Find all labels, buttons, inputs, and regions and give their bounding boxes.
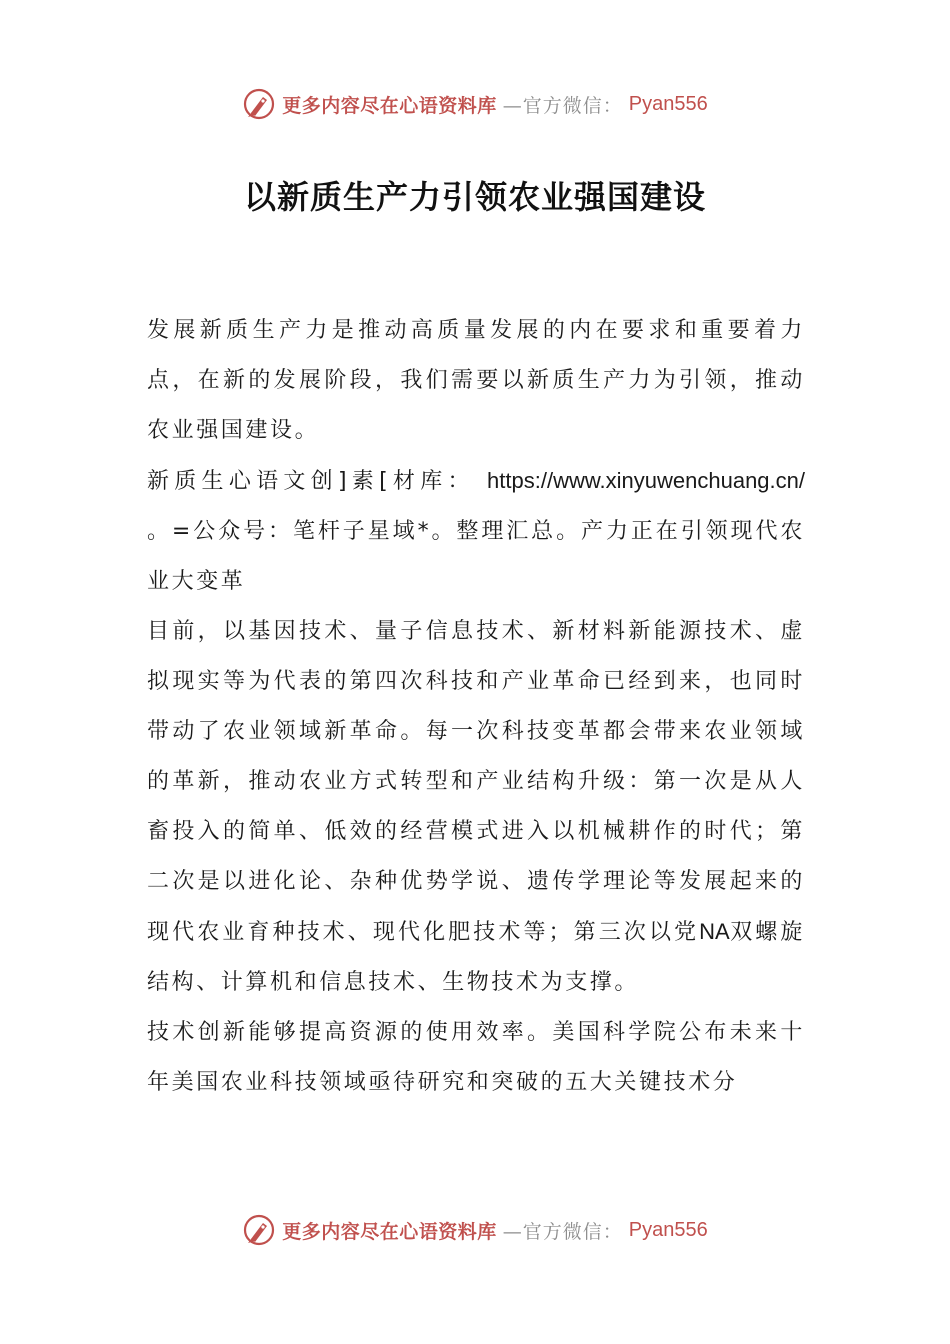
footer-watermark-banner bbox=[0, 1210, 950, 1250]
paragraph-1: 发展新质生产力是推动高质量发展的内在要求和重要着力点，在新的发展阶段，我们需要以新质生产力为引领，推动农业强国建设。 bbox=[147, 318, 805, 443]
watermark-wechat-id: Pyan556 bbox=[628, 92, 708, 115]
watermark-wechat-id: Pyan556 bbox=[628, 1218, 708, 1241]
watermark-text: 更多内容尽在心语资料库 bbox=[282, 94, 497, 117]
header-watermark-banner bbox=[0, 84, 950, 124]
paragraph-3 bbox=[147, 607, 805, 1008]
paragraph-2-line-1 bbox=[147, 456, 805, 507]
paragraph-3-part-b: 双螺旋结构、计算机和信息技术、生物技术为支撑。 bbox=[147, 920, 805, 995]
pen-nib-logo-icon bbox=[242, 1213, 276, 1247]
paragraph-3-na: NA bbox=[699, 919, 730, 944]
paragraph-3-part-a: 目前，以基因技术、量子信息技术、新材料新能源技术、虚拟现实等为代表的第四次科技和产业革命已经到来，也同时带动了农业领域新革命。每一次科技变革都会带来农业领域的革新，推动农业方式转型和产业结构升级：第一次是从人畜投入的简单、低效的经营模式进入以机械耕作的时代；第二次是以进化论、杂种优势学说、遗传学理论等发展起来的现代农业育种技术、现代化肥技术等；第三次以党 bbox=[147, 619, 805, 945]
pen-nib-logo-icon bbox=[242, 87, 276, 121]
paragraph-2-rest: 。=公众号：笔杆子星域*。整理汇总。产力正在引领现代农业大变革 bbox=[147, 519, 805, 594]
paragraph-2-prefix: 新质生心语文创]素[材库： bbox=[147, 469, 475, 494]
document-title: 以新质生产力引领农业强国建设 bbox=[243, 178, 706, 216]
watermark-contact-label: —官方微信： bbox=[502, 1220, 623, 1243]
document-body bbox=[147, 306, 805, 1108]
watermark-text: 更多内容尽在心语资料库 bbox=[282, 1220, 497, 1243]
website-url[interactable]: https://www.xinyuwenchuang.cn/ bbox=[487, 468, 805, 493]
paragraph-4: 技术创新能够提高资源的使用效率。美国科学院公布未来十年美国农业科技领域亟待研究和突破的五大关键技术分 bbox=[147, 1020, 805, 1095]
watermark-contact-label: —官方微信： bbox=[502, 94, 623, 117]
